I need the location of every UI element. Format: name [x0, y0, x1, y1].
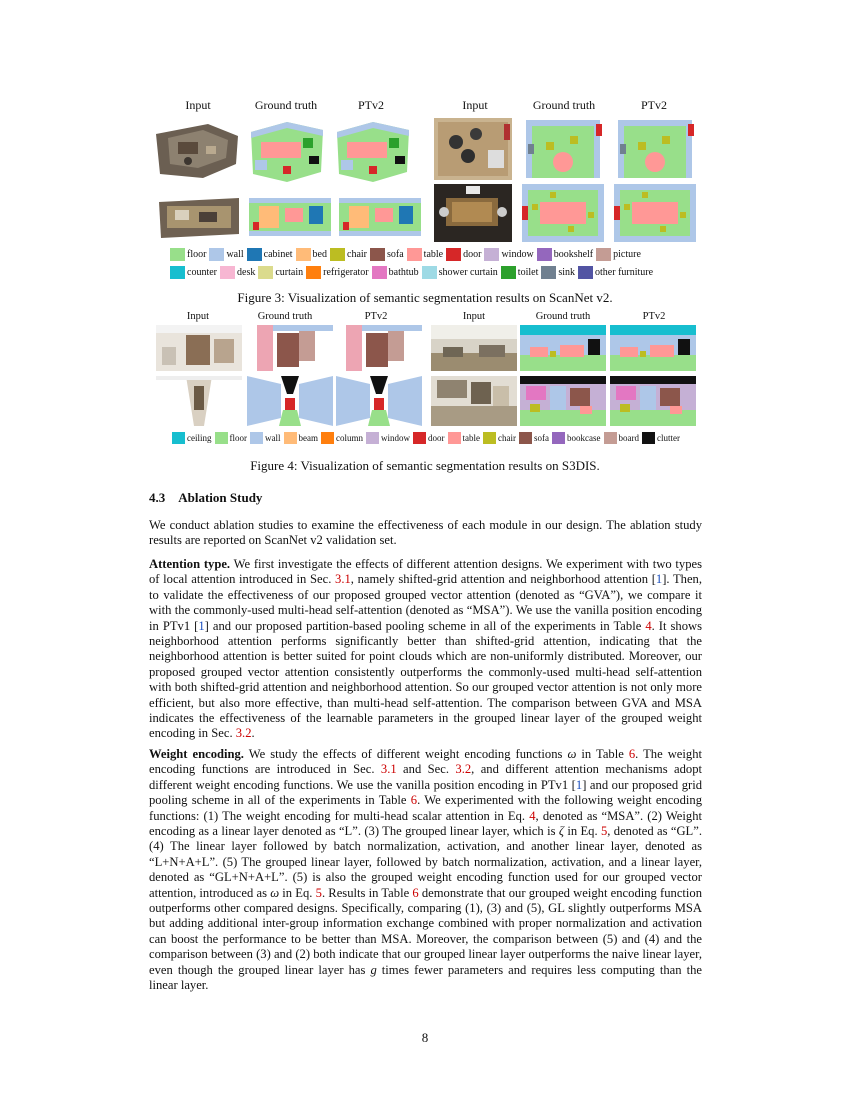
- legend-swatch: [220, 266, 235, 279]
- legend-label: wall: [265, 433, 281, 443]
- legend-swatch: [284, 432, 297, 444]
- text-span: in Table: [576, 747, 629, 761]
- text-span: . The weight encoding functions are introduced in Sec.: [149, 747, 702, 777]
- section-heading: [149, 490, 262, 506]
- legend-swatch: [296, 248, 311, 261]
- legend-label: table: [423, 249, 444, 260]
- scannet-input-2: [432, 116, 514, 182]
- fig3-header-gt-left: Ground truth: [254, 98, 318, 112]
- text-span: , denoted as “GL”. (4) The linear layer followed by batch normalization, activation, and another linear layer, denoted as “L+N+A+L”. (5) The grouped linear layer, followed by batch normalization, activation, and a linear layer, denoted as “GL+N+A+L”. (5) is also the grouped weight encoding function used for our grouped vector attention, introduced as: [149, 824, 702, 900]
- legend-swatch: [519, 432, 532, 444]
- legend-label: bed: [312, 249, 327, 260]
- citation-link[interactable]: 1: [198, 618, 205, 633]
- fig4-legend-item: [250, 432, 281, 444]
- s3dis-gt-1: [247, 325, 333, 371]
- fig3-legend-item: [372, 266, 419, 279]
- fig4-header-gt-left: Ground truth: [257, 311, 313, 322]
- fig4-header-input-right: Input: [462, 311, 486, 322]
- scannet-input-4: [432, 182, 514, 244]
- legend-label: cabinet: [263, 249, 293, 260]
- s3dis-gt-2: [520, 325, 606, 371]
- fig3-legend-item: [209, 248, 243, 261]
- s3dis-pred-1: [336, 325, 422, 371]
- scannet-pred-3: [337, 192, 423, 242]
- scannet-gt-2: [520, 116, 606, 182]
- legend-label: counter: [187, 267, 217, 278]
- s3dis-gt-3: [247, 376, 333, 426]
- legend-swatch: [413, 432, 426, 444]
- fig3-legend-row-1: [170, 248, 644, 261]
- s3dis-pred-4: [610, 376, 696, 426]
- legend-swatch: [306, 266, 321, 279]
- legend-swatch: [448, 432, 461, 444]
- fig3-legend-item: [484, 248, 533, 261]
- fig4-legend-item: [483, 432, 516, 444]
- text-span: ] and our proposed grid pooling scheme in all of the experiments in Table: [149, 777, 703, 808]
- fig4-header-ptv2-right: PTv2: [642, 311, 666, 322]
- math-symbol: ω: [270, 885, 280, 900]
- legend-label: sink: [558, 267, 576, 278]
- math-symbol: g: [370, 962, 377, 977]
- table-link[interactable]: 4: [645, 618, 652, 633]
- legend-swatch: [215, 432, 228, 444]
- section-number: 4.3: [149, 490, 166, 505]
- legend-swatch: [372, 266, 387, 279]
- legend-label: beam: [298, 433, 318, 443]
- paragraph-heading: Attention type.: [149, 557, 231, 571]
- text-span: in Eq.: [563, 824, 601, 839]
- legend-swatch: [541, 266, 556, 279]
- fig3-header-ptv2-left: PTv2: [357, 98, 384, 112]
- text-span: , namely shifted-grid attention and neighborhood attention [: [350, 572, 656, 587]
- text-span: and Sec.: [396, 762, 456, 777]
- equation-link[interactable]: 5: [315, 885, 322, 900]
- text-span: , denoted as “MSA”. (2) Weight encoding as a linear layer denoted as “L”. (3) The grouped linear layer, which is: [149, 808, 702, 839]
- legend-label: floor: [187, 249, 207, 260]
- scannet-gt-3: [247, 192, 333, 242]
- legend-swatch: [578, 266, 593, 279]
- scannet-input-1: [148, 116, 243, 186]
- legend-swatch: [422, 266, 437, 279]
- s3dis-input-1: [156, 325, 242, 371]
- fig3-legend-item: [407, 248, 443, 261]
- legend-swatch: [604, 432, 617, 444]
- math-symbol: ω: [567, 747, 577, 761]
- legend-label: toilet: [517, 267, 539, 278]
- text-span: times fewer parameters and requires less computing than the linear layer.: [149, 962, 703, 993]
- scannet-pred-2: [612, 116, 698, 182]
- s3dis-pred-3: [336, 376, 422, 426]
- fig4-legend-item: [448, 432, 481, 444]
- fig3-legend-item: [170, 248, 206, 261]
- text-span: .: [251, 726, 255, 741]
- s3dis-input-2: [431, 325, 517, 371]
- fig4-caption: Figure 4: Visualization of semantic segmentation results on S3DIS.: [250, 458, 600, 473]
- paragraph-weight-encoding: [149, 747, 702, 994]
- fig3-legend-item: [220, 266, 255, 279]
- fig3-header-ptv2-right: PTv2: [640, 98, 667, 112]
- text-span: , and different attention mechanisms adopt different weight encoding functions. We use the vanilla position encoding in PTv1 [: [149, 762, 702, 792]
- equation-link[interactable]: 4: [529, 808, 536, 823]
- legend-label: window: [381, 433, 410, 443]
- section-link[interactable]: 3.1: [335, 572, 351, 587]
- text-span: ]. Then, to validate the effectiveness of our proposed grouped vector attention (denoted as “GVA”), we compare it with the commonly-used multi-head self-attention (denoted as “MSA”). We use the vanilla position encoding in PTv1 [: [149, 572, 702, 633]
- fig3-header-input-left: Input: [185, 98, 211, 112]
- legend-label: window: [501, 249, 534, 260]
- fig4-legend-item: [284, 432, 319, 444]
- fig4-legend-item: [321, 432, 363, 444]
- fig3-legend-item: [422, 266, 498, 279]
- fig4-legend-item: [642, 432, 680, 444]
- text-span: . Results in Table: [321, 885, 413, 900]
- legend-swatch: [170, 266, 185, 279]
- table-link[interactable]: 6: [412, 885, 419, 900]
- citation-link[interactable]: 1: [655, 572, 663, 587]
- legend-swatch: [258, 266, 273, 279]
- fig3-legend-item: [501, 266, 539, 279]
- legend-label: wall: [226, 249, 244, 260]
- text-span: . It shows neighborhood attention performs significantly better than shifted-grid attention, indicating that the neighborhood attention is better suited for point clouds which are non-uniformly distributed. Moreover, our proposed grouped vector attention consistently outperforms the commonly-used multi-head self-attention with both shifted-grid attention and neighborhood attention. So our grouped vector attention is not only more efficient, but also more effective, than multi-head self-attention. The comparison between GVA and MSA indicates the effectiveness of the learnable parameters in the grouped linear layer of the grouped weight encoding in Sec.: [149, 618, 702, 741]
- legend-label: ceiling: [187, 433, 212, 443]
- legend-label: door: [463, 249, 482, 260]
- legend-swatch: [552, 432, 565, 444]
- legend-swatch: [407, 248, 422, 261]
- fig3-legend-row-2: [170, 266, 656, 279]
- legend-swatch: [209, 248, 224, 261]
- page-number: 8: [421, 1030, 429, 1045]
- fig3-legend-item: [247, 248, 293, 261]
- legend-label: chair: [498, 433, 516, 443]
- fig3-legend-item: [330, 248, 367, 261]
- legend-label: curtain: [275, 267, 304, 278]
- legend-label: door: [428, 433, 445, 443]
- fig3-header-input-right: Input: [462, 98, 488, 112]
- text-span: We study the effects of different weight encoding functions: [243, 747, 568, 761]
- s3dis-input-4: [431, 376, 517, 426]
- legend-label: bookshelf: [553, 249, 594, 260]
- paragraph-heading: Weight encoding.: [149, 747, 244, 761]
- legend-label: sofa: [534, 433, 549, 443]
- fig3-legend-item: [578, 266, 653, 279]
- scannet-gt-4: [520, 182, 606, 244]
- fig4-legend-item: [413, 432, 445, 444]
- legend-swatch: [446, 248, 461, 261]
- legend-label: column: [336, 433, 363, 443]
- scannet-gt-1: [247, 116, 327, 186]
- legend-swatch: [501, 266, 516, 279]
- fig4-legend-item: [215, 432, 248, 444]
- s3dis-gt-4: [520, 376, 606, 426]
- fig3-legend-item: [296, 248, 327, 261]
- table-link[interactable]: 6: [628, 747, 636, 761]
- text-span: . We experimented with the following weight encoding functions: (1) The weight encoding for multi-head scalar attention in Eq.: [149, 793, 702, 823]
- fig3-legend-item: [446, 248, 481, 261]
- section-link[interactable]: 3.2: [455, 762, 472, 777]
- fig4-header-input-left: Input: [186, 311, 210, 322]
- fig4-legend-item: [366, 432, 410, 444]
- legend-swatch: [484, 248, 499, 261]
- fig4-legend-item: [519, 432, 549, 444]
- fig3-caption: Figure 3: Visualization of semantic segmentation results on ScanNet v2.: [237, 290, 613, 305]
- scannet-pred-1: [333, 116, 413, 186]
- legend-swatch: [330, 248, 345, 261]
- text-span: We first investigate the effects of different attention designs. We experiment with two types of local attention introduced in Sec.: [149, 557, 702, 587]
- legend-label: refrigerator: [323, 267, 369, 278]
- legend-swatch: [250, 432, 263, 444]
- fig4-legend-item: [604, 432, 640, 444]
- legend-label: sofa: [387, 249, 404, 260]
- paragraph-intro: We conduct ablation studies to examine the effectiveness of each module in our design. The ablation study results are reported on ScanNet v2 validation set.: [149, 518, 702, 548]
- legend-label: clutter: [657, 433, 680, 443]
- fig4-legend: [172, 432, 683, 444]
- fig4-header-gt-right: Ground truth: [535, 311, 591, 322]
- fig4-legend-item: [172, 432, 212, 444]
- legend-swatch: [596, 248, 611, 261]
- equation-link[interactable]: 5: [600, 824, 608, 839]
- legend-swatch: [366, 432, 379, 444]
- fig3-header-gt-right: Ground truth: [532, 98, 596, 112]
- legend-label: table: [462, 433, 480, 443]
- legend-label: other furniture: [595, 267, 654, 278]
- legend-label: board: [618, 433, 639, 443]
- legend-swatch: [170, 248, 185, 261]
- legend-label: floor: [229, 433, 247, 443]
- legend-swatch: [642, 432, 655, 444]
- citation-link[interactable]: 1: [575, 777, 583, 792]
- fig3-legend-item: [541, 266, 575, 279]
- text-span: in Eq.: [279, 885, 316, 900]
- section-title: Ablation Study: [178, 490, 263, 505]
- s3dis-pred-2: [610, 325, 696, 371]
- legend-swatch: [483, 432, 496, 444]
- scannet-pred-4: [612, 182, 698, 244]
- legend-swatch: [247, 248, 262, 261]
- legend-swatch: [537, 248, 552, 261]
- legend-swatch: [172, 432, 185, 444]
- fig3-legend-item: [596, 248, 641, 261]
- fig3-legend-item: [370, 248, 404, 261]
- legend-label: bathtub: [388, 267, 419, 278]
- legend-label: picture: [613, 249, 641, 260]
- fig4-header-ptv2-left: PTv2: [364, 311, 388, 322]
- paragraph-attention-type: [149, 557, 702, 742]
- legend-swatch: [370, 248, 385, 261]
- legend-label: bookcase: [567, 433, 601, 443]
- s3dis-input-3: [156, 376, 242, 426]
- fig3-legend-item: [537, 248, 593, 261]
- math-symbol: ζ: [558, 824, 564, 839]
- scannet-input-3: [155, 192, 243, 242]
- section-link[interactable]: 3.2: [235, 726, 252, 741]
- table-link[interactable]: 6: [410, 793, 418, 808]
- legend-label: desk: [237, 267, 256, 278]
- fig3-legend-item: [306, 266, 369, 279]
- fig3-legend-item: [170, 266, 217, 279]
- fig4-legend-item: [552, 432, 601, 444]
- text-span: demonstrate that our grouped weight encoding function outperforms other compared designs. Specifically, comparing (1), (3) and (5), GL slightly outperforms MSA but adding additional inter-group information exchange combined with proper normalization and activation can boost the performance to be better than MSA. Moreover, the comparison between (5) and (4) and the comparison between (3) and (2) both indicate that our grouped linear layer outperforms the naive linear layer, even though the grouped linear layer has: [149, 885, 703, 977]
- legend-swatch: [321, 432, 334, 444]
- legend-label: chair: [347, 249, 367, 260]
- legend-label: shower curtain: [438, 267, 498, 278]
- text-span: ] and our proposed partition-based pooling scheme in all of the experiments in Table: [204, 618, 646, 633]
- section-link[interactable]: 3.1: [380, 762, 397, 777]
- fig3-legend-item: [258, 266, 303, 279]
